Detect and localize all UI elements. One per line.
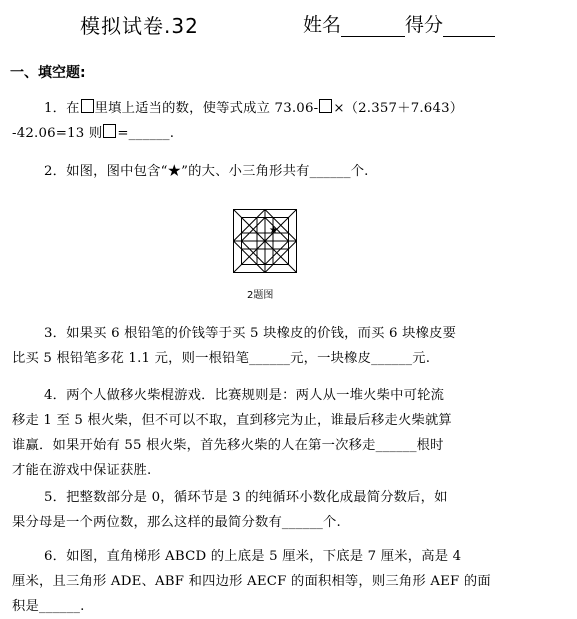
question-3-line-1: 3．如果买 6 根铅笔的价钱等于买 5 块橡皮的价钱，而买 6 块橡皮要 bbox=[44, 326, 457, 341]
question-2-line-1: 2．如图，图中包含“★”的大、小三角形共有______个. bbox=[44, 164, 369, 179]
name-score-fields bbox=[303, 10, 495, 37]
star-icon: ★ bbox=[269, 225, 278, 236]
question-1-line-2: -42.06=13 则 =______. bbox=[12, 126, 175, 141]
blank-square bbox=[81, 99, 94, 113]
question-2 bbox=[12, 159, 567, 184]
question-3 bbox=[12, 321, 567, 371]
figure-caption: 2题图 bbox=[247, 290, 274, 301]
question-1-line-1: 1．在 里填上适当的数，使等式成立 73.06- ×（2.357＋7.643） bbox=[44, 101, 464, 116]
question-3-line-2: 比买 5 根铅笔多花 1.1 元，则一根铅笔______元，一块橡皮______元. bbox=[12, 351, 431, 366]
question-5 bbox=[12, 485, 567, 535]
question-5-line-1: 5．把整数部分是 0，循环节是 3 的纯循环小数化成最简分数后，如 bbox=[44, 490, 448, 505]
question-6-line-3: 积是______. bbox=[12, 599, 85, 614]
question-4-line-1: 4．两个人做移火柴棍游戏．比赛规则是：两人从一堆火柴中可轮流 bbox=[44, 388, 445, 403]
blank-square bbox=[319, 99, 332, 113]
question-6 bbox=[12, 544, 567, 619]
question-4-line-2: 移走 1 至 5 根火柴，但不可以不取，直到移完为止，谁最后移走火柴就算 bbox=[12, 413, 452, 428]
name-label: 姓名 bbox=[303, 14, 342, 36]
section-title: 一、填空题: bbox=[10, 65, 86, 81]
question-5-line-2: 果分母是一个两位数，那么这样的最简分数有______个. bbox=[12, 515, 341, 530]
question-6-line-2: 厘米，且三角形 ADE、ABF 和四边形 AECF 的面积相等，则三角形 AEF 的面 bbox=[12, 574, 491, 589]
triangle-grid-figure bbox=[233, 209, 297, 273]
blank-square bbox=[103, 124, 116, 138]
page-header bbox=[0, 10, 577, 40]
exam-title: 模拟试卷.32 bbox=[80, 14, 199, 38]
question-4 bbox=[12, 383, 567, 483]
name-blank[interactable] bbox=[341, 18, 405, 37]
question-4-line-3: 谁赢．如果开始有 55 根火柴，首先移火柴的人在第一次移走______根时 bbox=[12, 438, 444, 453]
question-1 bbox=[12, 96, 567, 146]
question-4-line-4: 才能在游戏中保证获胜. bbox=[12, 463, 152, 478]
question-6-line-1: 6．如图，直角梯形 ABCD 的上底是 5 厘米，下底是 7 厘米，高是 4 bbox=[44, 549, 462, 564]
score-label: 得分 bbox=[405, 14, 444, 36]
score-blank[interactable] bbox=[443, 18, 495, 37]
